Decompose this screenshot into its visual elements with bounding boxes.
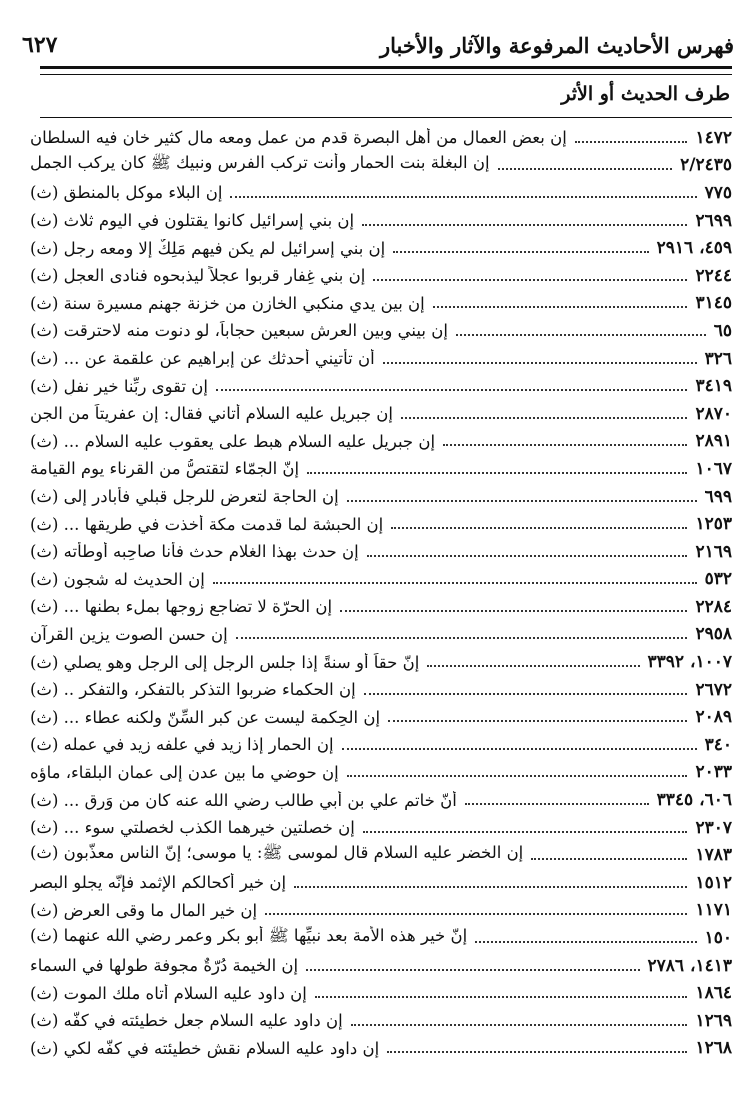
index-entry bbox=[30, 566, 732, 594]
leader-dots bbox=[351, 1024, 688, 1026]
entry-text: إن حسن الصوت يزين القرآن bbox=[30, 624, 228, 644]
index-entry bbox=[30, 483, 732, 511]
entry-text: إن الخضر عليه السلام قال لموسى ﷺ: يا موسى؛ إنّ الناس معذّبون (ث) bbox=[30, 843, 524, 863]
entry-reference: ١٨٦٤ bbox=[695, 983, 732, 1004]
entry-text: أنّ خاتم علي بن أبي طالب رضي الله عنه كان من وَرِقٍ ... (ث) bbox=[30, 790, 457, 810]
leader-dots bbox=[443, 444, 687, 446]
index-entry bbox=[30, 869, 732, 897]
index-entries bbox=[30, 124, 732, 1062]
index-entry bbox=[30, 1035, 732, 1063]
entry-text: إن حدث بهذا الغلام حدث فأنا صاحِبه أوطأته (ث) bbox=[30, 542, 359, 562]
entry-reference: ١١٧١ bbox=[695, 900, 732, 921]
header-rule-thin bbox=[40, 74, 732, 75]
running-title: فهرس الأحاديث المرفوعة والآثار والأخبار bbox=[380, 32, 734, 58]
leader-dots bbox=[433, 306, 688, 308]
entry-reference: ٣٤١٩ bbox=[695, 376, 732, 397]
entry-text: إن داود عليه السلام جعل خطيئته في كفّه (ث) bbox=[30, 1011, 343, 1031]
entry-reference: ٦٩٩ bbox=[704, 486, 732, 507]
entry-text: إن الحديث له شجون (ث) bbox=[30, 569, 205, 589]
index-entry bbox=[30, 648, 732, 676]
page-header bbox=[22, 28, 734, 62]
leader-dots bbox=[391, 527, 687, 529]
entry-reference: ٣٢٦ bbox=[704, 348, 732, 369]
entry-text: إن بيني وبين العرش سبعين حجاباً، لو دنوت منه لاحترقت (ث) bbox=[30, 321, 448, 341]
entry-reference: ١٥١٢ bbox=[695, 872, 732, 893]
entry-text: إنّ حقاً أو سنةً إذا جلس الرجل إلى الرجل وهو يصلي (ث) bbox=[30, 652, 420, 672]
index-entry bbox=[30, 124, 732, 152]
column-title: طرف الحديث أو الأثر bbox=[561, 83, 730, 105]
leader-dots bbox=[364, 693, 688, 695]
index-entry bbox=[30, 538, 732, 566]
index-entry bbox=[30, 262, 732, 290]
entry-text: إن خير المال ما وقى العرض (ث) bbox=[30, 900, 258, 920]
index-entry bbox=[30, 290, 732, 318]
entry-text: إن الخيمة دُرّةٌ مجوفة طولها في السماء bbox=[30, 956, 299, 976]
leader-dots bbox=[575, 141, 688, 143]
entry-reference: ٢٨٩١ bbox=[695, 431, 732, 452]
entry-reference: ١٢٦٨ bbox=[695, 1038, 732, 1059]
index-entry bbox=[30, 621, 732, 649]
entry-text: إن بعض العمال من أهل البصرة قدم من عمل ومعه مال كثير خان فيه السلطان bbox=[30, 128, 567, 148]
entry-reference: ٢٢٨٤ bbox=[695, 596, 732, 617]
index-entry bbox=[30, 841, 732, 869]
leader-dots bbox=[393, 251, 648, 253]
entry-text: إن البلاء موكل بالمنطق (ث) bbox=[30, 183, 223, 203]
index-entry bbox=[30, 676, 732, 704]
entry-reference: ٢٠٣٣ bbox=[695, 762, 732, 783]
leader-dots bbox=[342, 748, 697, 750]
entry-reference: ١٢٦٩ bbox=[695, 1010, 732, 1031]
entry-reference: ٧٧٥ bbox=[704, 182, 732, 203]
entry-reference: ٤٥٩، ٢٩١٦ bbox=[656, 238, 732, 259]
index-entry bbox=[30, 924, 732, 952]
entry-reference: ١٤٧٢ bbox=[695, 127, 732, 148]
leader-dots bbox=[347, 775, 688, 777]
entry-reference: ١٥٠ bbox=[704, 928, 732, 949]
entry-reference: ١٧٨٣ bbox=[695, 845, 732, 866]
leader-dots bbox=[230, 196, 696, 198]
entry-text: إن جبريل عليه السلام هبط على يعقوب عليه السلام ... (ث) bbox=[30, 431, 436, 451]
entry-text: إن الحاجة لتعرض للرجل قبلي فأبادر إلى (ث) bbox=[30, 487, 339, 507]
leader-dots bbox=[401, 417, 687, 419]
page-number: ٦٢٧ bbox=[22, 32, 58, 58]
leader-dots bbox=[213, 582, 697, 584]
index-entry bbox=[30, 897, 732, 925]
entry-text: إن الحمار إذا زيد في علفه زيد في عمله (ث) bbox=[30, 735, 334, 755]
index-entry bbox=[30, 759, 732, 787]
index-entry bbox=[30, 428, 732, 456]
header-rule-thick bbox=[40, 66, 732, 69]
entry-text: إن داود عليه السلام نقش خطيئته في كفّه لكي (ث) bbox=[30, 1038, 380, 1058]
leader-dots bbox=[427, 665, 639, 667]
entry-text: إن الحبشة لما قدمت مكة أخذت في طريقها ... (ث) bbox=[30, 514, 384, 534]
entry-reference: ٢٨٧٠ bbox=[695, 403, 732, 424]
entry-text: إن البغلة بنت الحمار وأنت تركب الفرس ونبيك ﷺ كان يركب الجمل bbox=[30, 153, 490, 173]
entry-reference: ٦٠٦، ٣٣٤٥ bbox=[656, 790, 732, 811]
leader-dots bbox=[388, 720, 687, 722]
entry-reference: ٢٢٤٤ bbox=[695, 265, 732, 286]
index-entry bbox=[30, 400, 732, 428]
entry-reference: ١٢٥٣ bbox=[695, 514, 732, 535]
entry-text: إن تقوى ربِّنا خير نفلٍ (ث) bbox=[30, 376, 208, 396]
entry-reference: ٣٤٠ bbox=[704, 734, 732, 755]
index-entry bbox=[30, 152, 732, 180]
leader-dots bbox=[367, 555, 688, 557]
index-entry bbox=[30, 455, 732, 483]
leader-dots bbox=[363, 831, 688, 833]
entry-text: إن بني إسرائيل كانوا يقتلون في اليوم ثلاث (ث) bbox=[30, 211, 355, 231]
leader-dots bbox=[475, 941, 696, 943]
entry-reference: ٥٣٢ bbox=[704, 569, 732, 590]
index-entry bbox=[30, 207, 732, 235]
entry-text: إن حوضي ما بين عدن إلى عمان البلقاء، ماؤه bbox=[30, 762, 339, 782]
entry-reference: ٢٩٥٨ bbox=[695, 624, 732, 645]
leader-dots bbox=[465, 803, 649, 805]
leader-dots bbox=[498, 168, 673, 170]
leader-dots bbox=[265, 913, 687, 915]
index-entry bbox=[30, 234, 732, 262]
index-entry bbox=[30, 814, 732, 842]
index-entry bbox=[30, 372, 732, 400]
entry-reference: ٢٠٨٩ bbox=[695, 707, 732, 728]
entry-text: إن الحكماء ضربوا التذكر بالتفكر، والتفكر .. (ث) bbox=[30, 680, 356, 700]
entry-text: إنّ الجمّاء لتقتصُّ من القرناء يوم القيامة bbox=[30, 459, 300, 479]
entry-text: إن الحرّة لا تضاجع زوجها بملء بطنها ... (ث) bbox=[30, 597, 333, 617]
entry-reference: ٢١٦٩ bbox=[695, 541, 732, 562]
leader-dots bbox=[456, 334, 706, 336]
leader-dots bbox=[340, 610, 687, 612]
entry-text: إن بني غِفار قربوا عجلاً ليذبحوه فنادى العجل (ث) bbox=[30, 266, 366, 286]
entry-text: إن جبريل عليه السلام أتاني فقال: إن عفريتاً من الجن bbox=[30, 404, 393, 424]
leader-dots bbox=[387, 1051, 687, 1053]
leader-dots bbox=[315, 996, 688, 998]
index-entry bbox=[30, 786, 732, 814]
entry-text: إنّ خير هذه الأمة بعد نبيِّها ﷺ أبو بكر وعمر رضي الله عنهما (ث) bbox=[30, 926, 468, 946]
entry-reference: ٢٦٧٢ bbox=[695, 679, 732, 700]
entry-text: إن خير أكحالكم الإثمد فإنّه يجلو البصر bbox=[30, 873, 287, 893]
index-entry bbox=[30, 731, 732, 759]
entry-reference: ٣١٤٥ bbox=[695, 293, 732, 314]
index-entry bbox=[30, 593, 732, 621]
entry-text: إن خصلتين خيرهما الكذب لخصلتي سوء ... (ث) bbox=[30, 818, 355, 838]
index-entry bbox=[30, 952, 732, 980]
entry-text: إن داود عليه السلام أتاه ملك الموت (ث) bbox=[30, 983, 307, 1003]
leader-dots bbox=[307, 472, 687, 474]
entry-text: إن الحِكمة ليست عن كبر السِّنّ ولكنه عطاء ... (ث) bbox=[30, 707, 381, 727]
entry-reference: ٢٦٩٩ bbox=[695, 210, 732, 231]
leader-dots bbox=[294, 886, 687, 888]
leader-dots bbox=[347, 500, 697, 502]
leader-dots bbox=[531, 858, 687, 860]
index-entry bbox=[30, 979, 732, 1007]
entry-reference: ٢٣٠٧ bbox=[695, 817, 732, 838]
index-entry bbox=[30, 510, 732, 538]
index-entry bbox=[30, 179, 732, 207]
entry-reference: ١٠٦٧ bbox=[695, 458, 732, 479]
leader-dots bbox=[236, 637, 688, 639]
entry-text: إن بني إسرائيل لم يكن فيهم مَلِكٌ إلا ومعه رجل (ث) bbox=[30, 238, 386, 258]
entry-reference: ٦٥ bbox=[713, 320, 732, 341]
column-title-rule bbox=[40, 117, 732, 118]
leader-dots bbox=[383, 362, 697, 364]
entry-reference: ٢/٢٤٣٥ bbox=[680, 155, 732, 176]
entry-text: أن تأتيني أحدثك عن إبراهيم عن علقمة عن ... (ث) bbox=[30, 349, 375, 369]
leader-dots bbox=[362, 224, 687, 226]
leader-dots bbox=[306, 969, 639, 971]
leader-dots bbox=[216, 389, 687, 391]
index-entry bbox=[30, 1007, 732, 1035]
entry-reference: ١٠٠٧، ٣٣٩٢ bbox=[647, 652, 732, 673]
index-entry bbox=[30, 317, 732, 345]
leader-dots bbox=[373, 279, 687, 281]
index-entry bbox=[30, 703, 732, 731]
entry-text: إن بين يدي منكبي الخازن من خزنة جهنم مسيرة سنة (ث) bbox=[30, 293, 425, 313]
entry-reference: ١٤١٣، ٢٧٨٦ bbox=[647, 955, 732, 976]
index-entry bbox=[30, 345, 732, 373]
